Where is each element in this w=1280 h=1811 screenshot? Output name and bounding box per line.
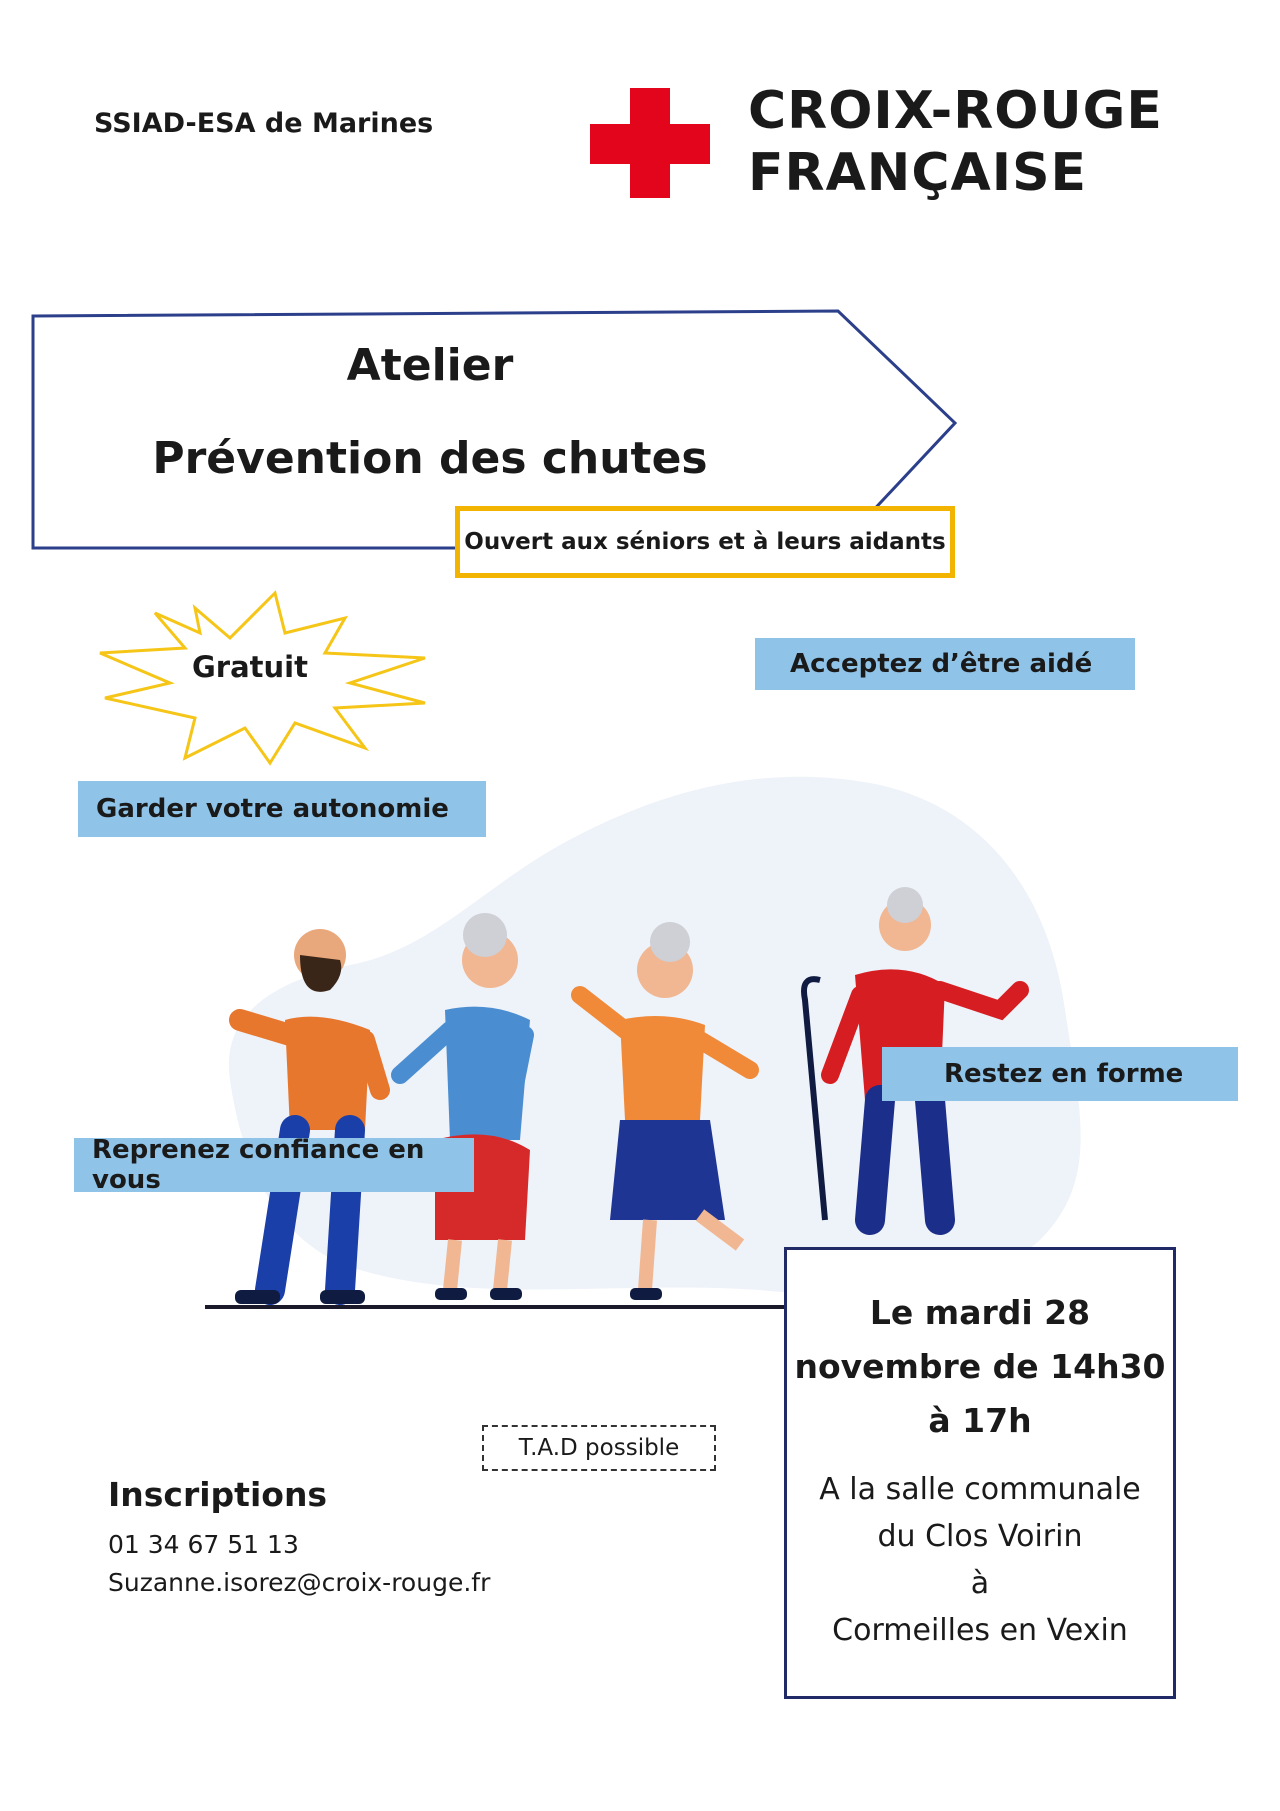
- venue-line-3: à: [970, 1566, 990, 1601]
- free-badge-label: Gratuit: [192, 650, 308, 684]
- venue-line-2: du Clos Voirin: [877, 1519, 1083, 1554]
- event-info-box: [784, 1247, 1176, 1699]
- event-date-line-2: novembre de 14h30: [794, 1347, 1166, 1386]
- croix-rouge-logo: [590, 81, 1210, 208]
- organization-name: SSIAD-ESA de Marines: [94, 108, 434, 139]
- senior-man-orange: [235, 929, 380, 1304]
- logo-line-2: FRANÇAISE: [748, 143, 1088, 203]
- banner-title-line-1: Atelier: [346, 340, 514, 391]
- tag-stay-fit: Restez en forme: [882, 1047, 1238, 1101]
- venue-line-4: Cormeilles en Vexin: [832, 1613, 1128, 1648]
- venue-line-1: A la salle communale: [819, 1472, 1141, 1507]
- tag-autonomy: Garder votre autonomie: [78, 781, 486, 837]
- registration-title: Inscriptions: [108, 1475, 328, 1514]
- audience-box: Ouvert aux séniors et à leurs aidants: [455, 506, 955, 578]
- registration-email: Suzanne.isorez@croix-rouge.fr: [108, 1568, 491, 1597]
- logo-text: [748, 80, 1163, 204]
- tag-accept-help: Acceptez d’être aidé: [755, 638, 1135, 690]
- senior-woman-orange: [580, 922, 750, 1300]
- banner-title-line-2: Prévention des chutes: [152, 433, 708, 484]
- senior-woman-blue: [400, 913, 530, 1300]
- red-cross-icon-bar: [590, 124, 710, 164]
- event-date-line-1: Le mardi 28: [869, 1293, 1091, 1332]
- event-date-line-3: à 17h: [928, 1401, 1032, 1440]
- logo-line-1: CROIX-ROUGE: [748, 81, 1163, 141]
- registration-phone: 01 34 67 51 13: [108, 1530, 299, 1559]
- transport-on-demand-label: T.A.D possible: [482, 1425, 716, 1471]
- tag-confidence: Reprenez confiance en vous: [74, 1138, 474, 1192]
